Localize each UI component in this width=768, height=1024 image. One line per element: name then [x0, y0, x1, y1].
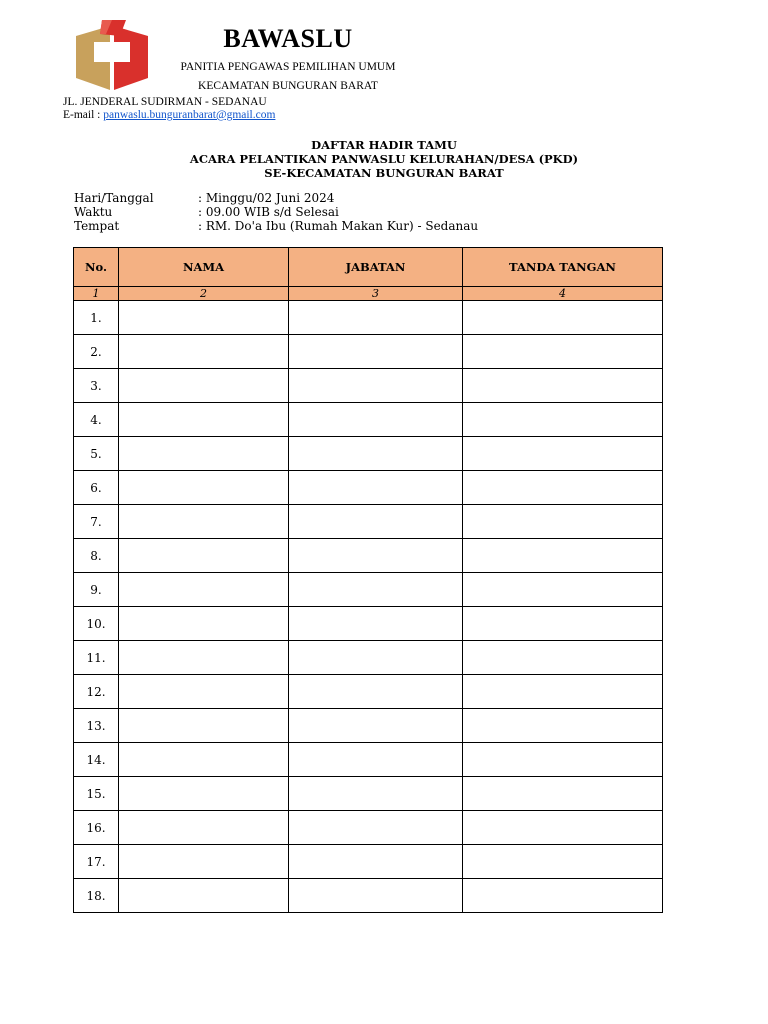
position-cell[interactable]: [289, 845, 463, 879]
event-info: [74, 191, 478, 233]
position-cell[interactable]: [289, 539, 463, 573]
info-date-row: [74, 191, 478, 205]
signature-cell[interactable]: [463, 335, 663, 369]
row-number: 5.: [74, 437, 119, 471]
row-number: 6.: [74, 471, 119, 505]
org-subtitle-1: PANITIA PENGAWAS PEMILIHAN UMUM: [180, 61, 396, 73]
table-row: [74, 335, 663, 369]
signature-cell[interactable]: [463, 879, 663, 913]
name-cell[interactable]: [119, 573, 289, 607]
signature-cell[interactable]: [463, 743, 663, 777]
column-header-nama: NAMA: [119, 248, 289, 287]
email-link[interactable]: panwaslu.bunguranbarat@gmail.com: [103, 109, 276, 121]
name-cell[interactable]: [119, 675, 289, 709]
position-cell[interactable]: [289, 301, 463, 335]
position-cell[interactable]: [289, 335, 463, 369]
row-number: 4.: [74, 403, 119, 437]
row-number: 18.: [74, 879, 119, 913]
time-label: Waktu: [74, 205, 113, 219]
row-number: 14.: [74, 743, 119, 777]
date-label: Hari/Tanggal: [74, 191, 154, 205]
table-row: [74, 641, 663, 675]
name-cell[interactable]: [119, 301, 289, 335]
position-cell[interactable]: [289, 573, 463, 607]
position-cell[interactable]: [289, 811, 463, 845]
row-number: 13.: [74, 709, 119, 743]
email-line: [63, 109, 275, 121]
table-row: [74, 369, 663, 403]
signature-cell[interactable]: [463, 505, 663, 539]
signature-cell[interactable]: [463, 607, 663, 641]
name-cell[interactable]: [119, 811, 289, 845]
row-number: 1.: [74, 301, 119, 335]
row-number: 10.: [74, 607, 119, 641]
row-number: 7.: [74, 505, 119, 539]
name-cell[interactable]: [119, 437, 289, 471]
table-row: [74, 675, 663, 709]
signature-cell[interactable]: [463, 301, 663, 335]
position-cell[interactable]: [289, 709, 463, 743]
org-title: BAWASLU: [223, 24, 353, 53]
table-row: [74, 505, 663, 539]
signature-cell[interactable]: [463, 641, 663, 675]
position-cell[interactable]: [289, 471, 463, 505]
name-cell[interactable]: [119, 709, 289, 743]
name-cell[interactable]: [119, 743, 289, 777]
time-value: : 09.00 WIB s/d Selesai: [198, 205, 339, 219]
name-cell[interactable]: [119, 369, 289, 403]
column-header-jabatan: JABATAN: [289, 248, 463, 287]
date-value: : Minggu/02 Juni 2024: [198, 191, 335, 205]
signature-cell[interactable]: [463, 811, 663, 845]
name-cell[interactable]: [119, 607, 289, 641]
signature-cell[interactable]: [463, 573, 663, 607]
position-cell[interactable]: [289, 437, 463, 471]
table-row: [74, 403, 663, 437]
row-number: 15.: [74, 777, 119, 811]
document-scope: SE-KECAMATAN BUNGURAN BARAT: [264, 166, 504, 180]
position-cell[interactable]: [289, 505, 463, 539]
signature-cell[interactable]: [463, 369, 663, 403]
place-label: Tempat: [74, 219, 120, 233]
position-cell[interactable]: [289, 743, 463, 777]
name-cell[interactable]: [119, 879, 289, 913]
position-cell[interactable]: [289, 675, 463, 709]
column-number: 3: [289, 287, 463, 301]
signature-cell[interactable]: [463, 437, 663, 471]
position-cell[interactable]: [289, 369, 463, 403]
row-number: 3.: [74, 369, 119, 403]
signature-cell[interactable]: [463, 403, 663, 437]
email-label: E-mail :: [63, 109, 104, 121]
row-number: 16.: [74, 811, 119, 845]
table-row: [74, 573, 663, 607]
column-number: 2: [119, 287, 289, 301]
column-number: 1: [74, 287, 119, 301]
attendance-table: [73, 247, 663, 913]
row-number: 17.: [74, 845, 119, 879]
table-header-row: [74, 248, 663, 287]
name-cell[interactable]: [119, 505, 289, 539]
info-place-row: [74, 219, 478, 233]
name-cell[interactable]: [119, 335, 289, 369]
signature-cell[interactable]: [463, 845, 663, 879]
table-row: [74, 539, 663, 573]
signature-cell[interactable]: [463, 709, 663, 743]
table-row: [74, 709, 663, 743]
name-cell[interactable]: [119, 641, 289, 675]
column-number: 4: [463, 287, 663, 301]
row-number: 2.: [74, 335, 119, 369]
table-row: [74, 607, 663, 641]
signature-cell[interactable]: [463, 675, 663, 709]
info-time-row: [74, 205, 478, 219]
signature-cell[interactable]: [463, 471, 663, 505]
position-cell[interactable]: [289, 403, 463, 437]
address: JL. JENDERAL SUDIRMAN - SEDANAU: [63, 96, 267, 108]
column-header-tanda-tangan: TANDA TANGAN: [463, 248, 663, 287]
table-row: [74, 845, 663, 879]
column-number-row: [74, 287, 663, 301]
signature-cell[interactable]: [463, 777, 663, 811]
bawaslu-logo-icon: [72, 20, 152, 96]
table-row: [74, 301, 663, 335]
name-cell[interactable]: [119, 845, 289, 879]
document-event: ACARA PELANTIKAN PANWASLU KELURAHAN/DESA (PKD): [189, 152, 579, 166]
position-cell[interactable]: [289, 641, 463, 675]
position-cell[interactable]: [289, 777, 463, 811]
table-row: [74, 437, 663, 471]
row-number: 12.: [74, 675, 119, 709]
row-number: 9.: [74, 573, 119, 607]
row-number: 8.: [74, 539, 119, 573]
table-row: [74, 777, 663, 811]
position-cell[interactable]: [289, 879, 463, 913]
name-cell[interactable]: [119, 777, 289, 811]
name-cell[interactable]: [119, 539, 289, 573]
position-cell[interactable]: [289, 607, 463, 641]
row-number: 11.: [74, 641, 119, 675]
place-value: : RM. Do'a Ibu (Rumah Makan Kur) - Sedanau: [198, 219, 479, 233]
table-row: [74, 811, 663, 845]
table-row: [74, 743, 663, 777]
signature-cell[interactable]: [463, 539, 663, 573]
column-header-no: No.: [74, 248, 119, 287]
org-subtitle-2: KECAMATAN BUNGURAN BARAT: [198, 80, 378, 92]
document-title: DAFTAR HADIR TAMU: [311, 138, 457, 152]
name-cell[interactable]: [119, 403, 289, 437]
table-row: [74, 879, 663, 913]
table-row: [74, 471, 663, 505]
name-cell[interactable]: [119, 471, 289, 505]
